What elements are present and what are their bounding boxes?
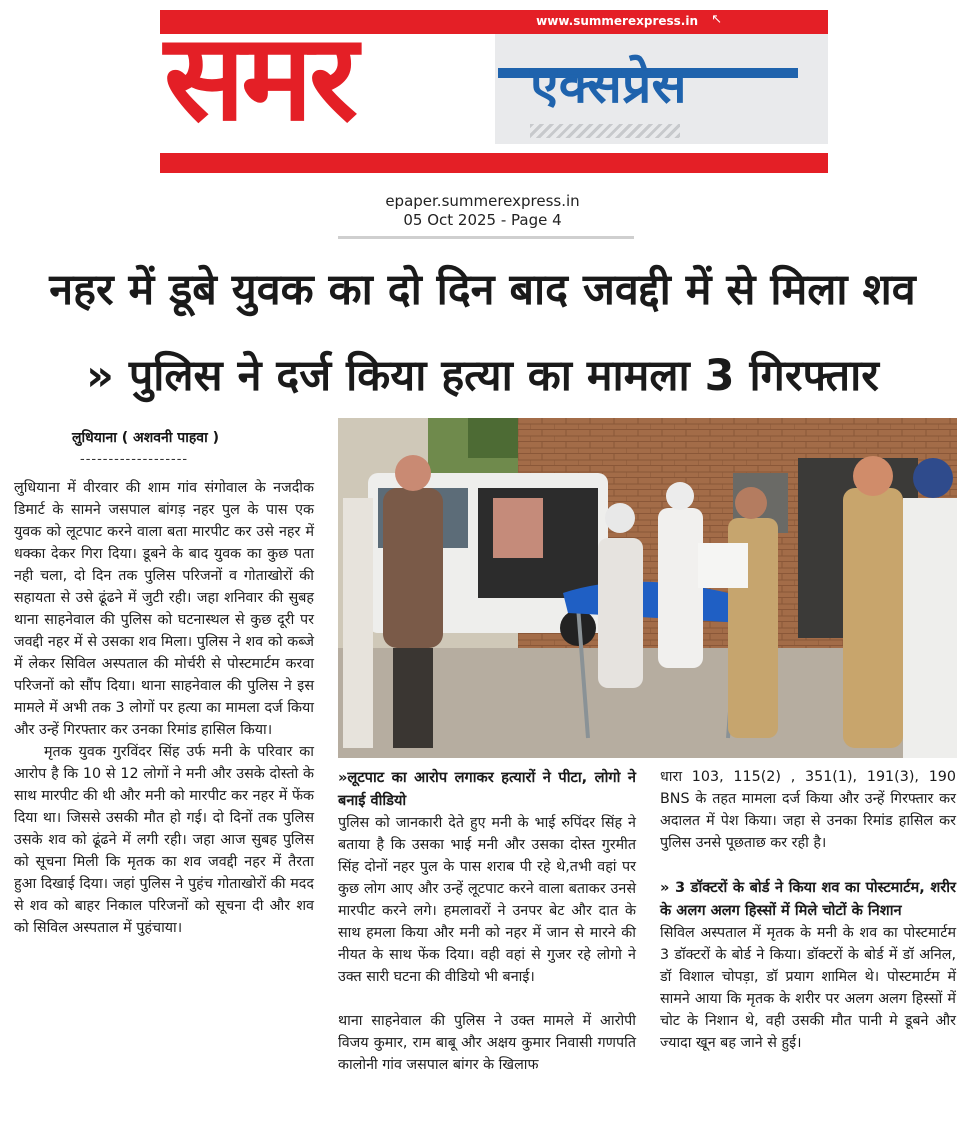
article-column-2 <box>338 766 636 1076</box>
masthead-logo-express: एक्सप्रेस <box>530 55 687 115</box>
masthead-hatch-pattern <box>530 124 680 138</box>
masthead <box>160 10 828 174</box>
sub-headline: » पुलिस ने दर्ज किया हत्या का मामला 3 गिरफ्तार <box>86 351 879 401</box>
article-paragraph: थाना साहनेवाल की पुलिस ने उक्त मामले में आरोपी विजय कुमार, राम बाबू और अक्षय कुमार निवासी गणपति कालोनी गांव जसपाल बांगर के खिलाफ <box>338 1013 636 1073</box>
article-paragraph: लुधियाना में वीरवार की शाम गांव संगोवाल के नजदीक डिमार्ट के सामने जसपाल बांगड़ नहर पुल के पास एक युवक को लूटपाट करने वाला बता मारपीट कर उसे नहर में धक्का देकर गिरा दिया। डूबने के बाद युवक का कुछ पता नही चला, दो दिन तक पुलिस परिजनों व गोताखोरों की सहायता से उसे ढूंढने में जुटी रही। जहा शनिवार की सुबह थाना साहनेवाल की पुलिस को घटनास्थल से कुछ दूरी पर जवद्दी नहर में से उसका शव मिला। पुलिस ने शव को कब्जे में लेकर सिविल अस्पताल की मोर्चरी से पोस्टमार्टम करवा परिजनों को सौंप दिया। थाना साहनेवाल की पुलिस ने इस मामले में अभी तक 3 लोगों पर हत्या का मामला दर्ज किया और उन्हें गिरफ्तार कर उनका रिमांड हासिल किया। <box>14 480 314 738</box>
article-paragraph: धारा 103, 115(2) , 351(1), 191(3), 190 BNS के तहत मामला दर्ज किया और उन्हें गिरफ्तार कर अदालत में पेश किया। जहा से उनका रिमांड हासिल कर पुलिस उनसे पूछताछ कर रही है। <box>660 769 956 851</box>
epaper-info <box>300 192 665 230</box>
byline-rule: ------------------- <box>80 452 189 467</box>
masthead-bottom-bar <box>160 153 828 173</box>
masthead-website-url[interactable]: www.summerexpress.in <box>536 14 698 28</box>
article-column-1 <box>14 477 314 939</box>
article-paragraph: पुलिस को जानकारी देते हुए मनी के भाई रुपिंदर सिंह ने बताया है कि उसका भाई मनी और उसका दोस्त गुरमीत सिंह दोनों नहर पुल के पास शराब पी रहे थे,तभी वहां पर कुछ लोग आए और उन्हें लूटपाट करने वाला बताकर उनसे मारपीट करने लगे। हमलावरों ने उनपर बेट और दात के साथ हमला किया और मनी को नहर में जान से मारने की नीयत के साथ फेंक दिया। वही वहां से गुजर रहे लोगो ने उक्त सारी घटना की वीडियो भी बनाई। <box>338 815 636 985</box>
epaper-date-page: 05 Oct 2025 - Page 4 <box>403 211 562 229</box>
photo-illustration <box>338 418 957 758</box>
main-headline: नहर में डूबे युवक का दो दिन बाद जवद्दी में से मिला शव <box>49 265 916 315</box>
epaper-site[interactable]: epaper.summerexpress.in <box>385 192 580 210</box>
cursor-arrow-icon: ↖ <box>711 12 722 27</box>
article-paragraph: सिविल अस्पताल में मृतक के मनी के शव का पोस्टमार्टम 3 डॉक्टरों के बोर्ड ने किया। डॉक्टरों के बोर्ड में डॉ अनिल, डॉ विशाल चोपड़ा, डॉ प्रयाग शामिल थे। पोस्टमार्टम में सामने आया कि मृतक के शरीर पर अलग अलग हिस्सों में चोट के निशान थे, वही उसकी मौत पानी मे डूबने और ज्यादा खून बह जाने से हुई। <box>660 925 956 1051</box>
article-column-3 <box>660 766 956 1054</box>
masthead-logo-samar: समर <box>164 9 354 148</box>
article-paragraph: मृतक युवक गुरविंदर सिंह उर्फ मनी के परिवार का आरोप है कि 10 से 12 लोगों ने मनी और उसके दोस्तो के साथ मारपीट की थी और मनी को मारपीट कर नहर में फेंक दिया था। जिससे उसकी मौत हो गई। दो दिनों तक पुलिस उसके शव को ढूंढने में लगी रही। जहा आज सुबह पुलिस को सूचना मिली कि मृतक का शव जवद्दी नहर में तैरता हुआ दिखाई दिया। जहां पुलिस ने पुहंच गोताखोरों की मदद से शव को बाहर निकाल परिजनों को सूचना दी और शव को सिविल अस्पताल में पुहंचाया। <box>14 744 314 936</box>
byline: लुधियाना ( अशवनी पाहवा ) <box>72 430 219 446</box>
section-subhead: »लूटपाट का आरोप लगाकर हत्यारों ने पीटा, लोगो ने बनाई वीडियो <box>338 769 636 809</box>
epaper-divider <box>338 236 634 239</box>
section-subhead: » 3 डॉक्टरों के बोर्ड ने किया शव का पोस्टमार्टम, शरीर के अलग अलग हिस्सों में मिले चोटों के निशान <box>660 879 956 919</box>
news-photo <box>338 418 957 758</box>
